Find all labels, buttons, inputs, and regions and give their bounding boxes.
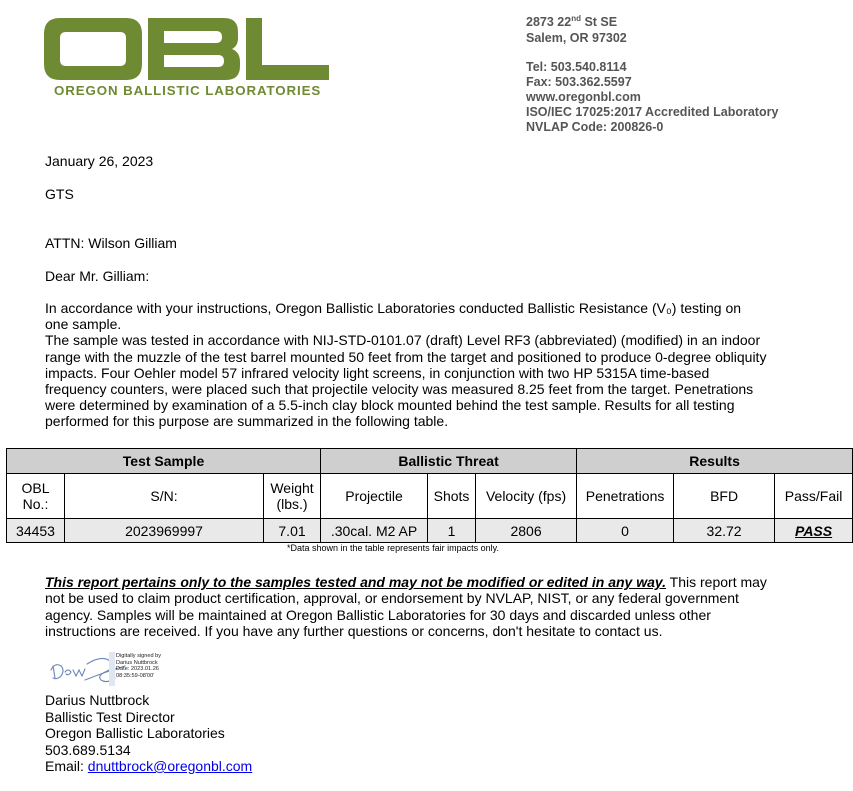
- obl-logo: [44, 18, 329, 80]
- cell-projectile: .30cal. M2 AP: [321, 519, 428, 543]
- group-ballistic-threat: Ballistic Threat: [321, 449, 577, 474]
- nvlap-code: NVLAP Code: 200826-0: [526, 120, 664, 134]
- header-velocity: Velocity (fps): [476, 474, 577, 519]
- lab-name-logo: OREGON BALLISTIC LABORATORIES: [54, 83, 322, 98]
- contact-tel: Tel: 503.540.8114: [526, 60, 627, 74]
- logo-letter-l: [246, 18, 329, 80]
- cell-sn: 2023969997: [65, 519, 264, 543]
- disclaimer-emphasis: This report pertains only to the samples tested and may not be modified or edited in any way.: [45, 574, 667, 590]
- letter-attn: ATTN: Wilson Gilliam: [45, 235, 177, 251]
- disclaimer-text: This report may not be used to claim product certification, approval, or endorsement by NVLAP, NIST, or any federal government agency. Samples will be maintained at Oregon Ballistic Laboratories for 30 days and discarded unless other instructions are received. If you have any further questions or concerns, don't hesitate to contact us.: [45, 574, 767, 639]
- cell-pass-fail: [775, 519, 853, 543]
- results-table: [6, 448, 853, 543]
- cell-velocity: 2806: [476, 519, 577, 543]
- signer-org: Oregon Ballistic Laboratories: [45, 725, 225, 741]
- cell-penetrations: 0: [577, 519, 674, 543]
- signer-email-line: Email: dnuttbrock@oregonbl.com: [45, 758, 253, 774]
- contact-web[interactable]: www.oregonbl.com: [526, 90, 641, 104]
- header-obl-no: OBL No.:: [7, 474, 65, 519]
- letter-company: GTS: [45, 186, 74, 202]
- contact-fax: Fax: 503.362.5597: [526, 75, 632, 89]
- disclaimer: [45, 574, 770, 639]
- table-footnote: *Data shown in the table represents fair impacts only.: [287, 543, 499, 553]
- signer-block: [45, 692, 252, 775]
- pass-result: PASS: [795, 522, 833, 539]
- email-link[interactable]: dnuttbrock@oregonbl.com: [87, 758, 253, 774]
- signer-title: Ballistic Test Director: [45, 708, 175, 725]
- header-penetrations: Penetrations: [577, 474, 674, 519]
- header-sn: S/N:: [65, 474, 264, 519]
- paragraph-method: The sample was tested in accordance with NIJ-STD-0101.07 (draft) Level RF3 (abbreviated) (modified) in an indoor range with the muzzle of the test barrel mounted 50 feet from the target and positioned to produce 0-degree obliquity impacts. Four Oehler model 57 infrared velocity light screens, in conjunction with two HP 5315A time-based frequency counters, were placed such that projectile velocity was measured 8.25 feet from the target. Penetrations were determined by examination of a 5.5-inch clay block mounted behind the test sample. Results for all testing performed for this purpose are summarized in the following table.: [45, 332, 767, 430]
- letter-salutation: Dear Mr. Gilliam:: [45, 268, 150, 284]
- signer-name: Darius Nuttbrock: [45, 692, 150, 708]
- cell-bfd: 32.72: [674, 519, 775, 543]
- header-shots: Shots: [428, 474, 476, 519]
- logo-letter-b: [148, 18, 240, 80]
- header-projectile: Projectile: [321, 474, 428, 519]
- address-street: 2873 22nd St SE: [526, 13, 618, 29]
- header-weight: Weight (lbs.): [264, 474, 321, 519]
- iso-accreditation: ISO/IEC 17025:2017 Accredited Laboratory: [526, 105, 779, 119]
- digital-signature-text: Digitally signed by Darius Nuttbrock Date: 2023.01.26 08:35:59-08'00': [116, 653, 162, 679]
- cell-weight: 7.01: [264, 519, 321, 543]
- paragraph-intro: In accordance with your instructions, Oregon Ballistic Laboratories conducted Ballistic Resistance (V₀) testing on one sample.: [45, 300, 742, 333]
- letter-date: January 26, 2023: [45, 153, 154, 169]
- cell-obl-no: 34453: [7, 519, 65, 543]
- header-bfd: BFD: [674, 474, 775, 519]
- address-city: Salem, OR 97302: [526, 31, 627, 45]
- letter-body: [45, 300, 767, 430]
- group-results: Results: [577, 449, 853, 474]
- cell-shots: 1: [428, 519, 476, 543]
- header-pass-fail: Pass/Fail: [775, 474, 853, 519]
- logo-letter-o: [44, 18, 142, 80]
- group-test-sample: Test Sample: [7, 449, 321, 474]
- table-row: [7, 519, 853, 543]
- signer-phone: 503.689.5134: [45, 741, 131, 758]
